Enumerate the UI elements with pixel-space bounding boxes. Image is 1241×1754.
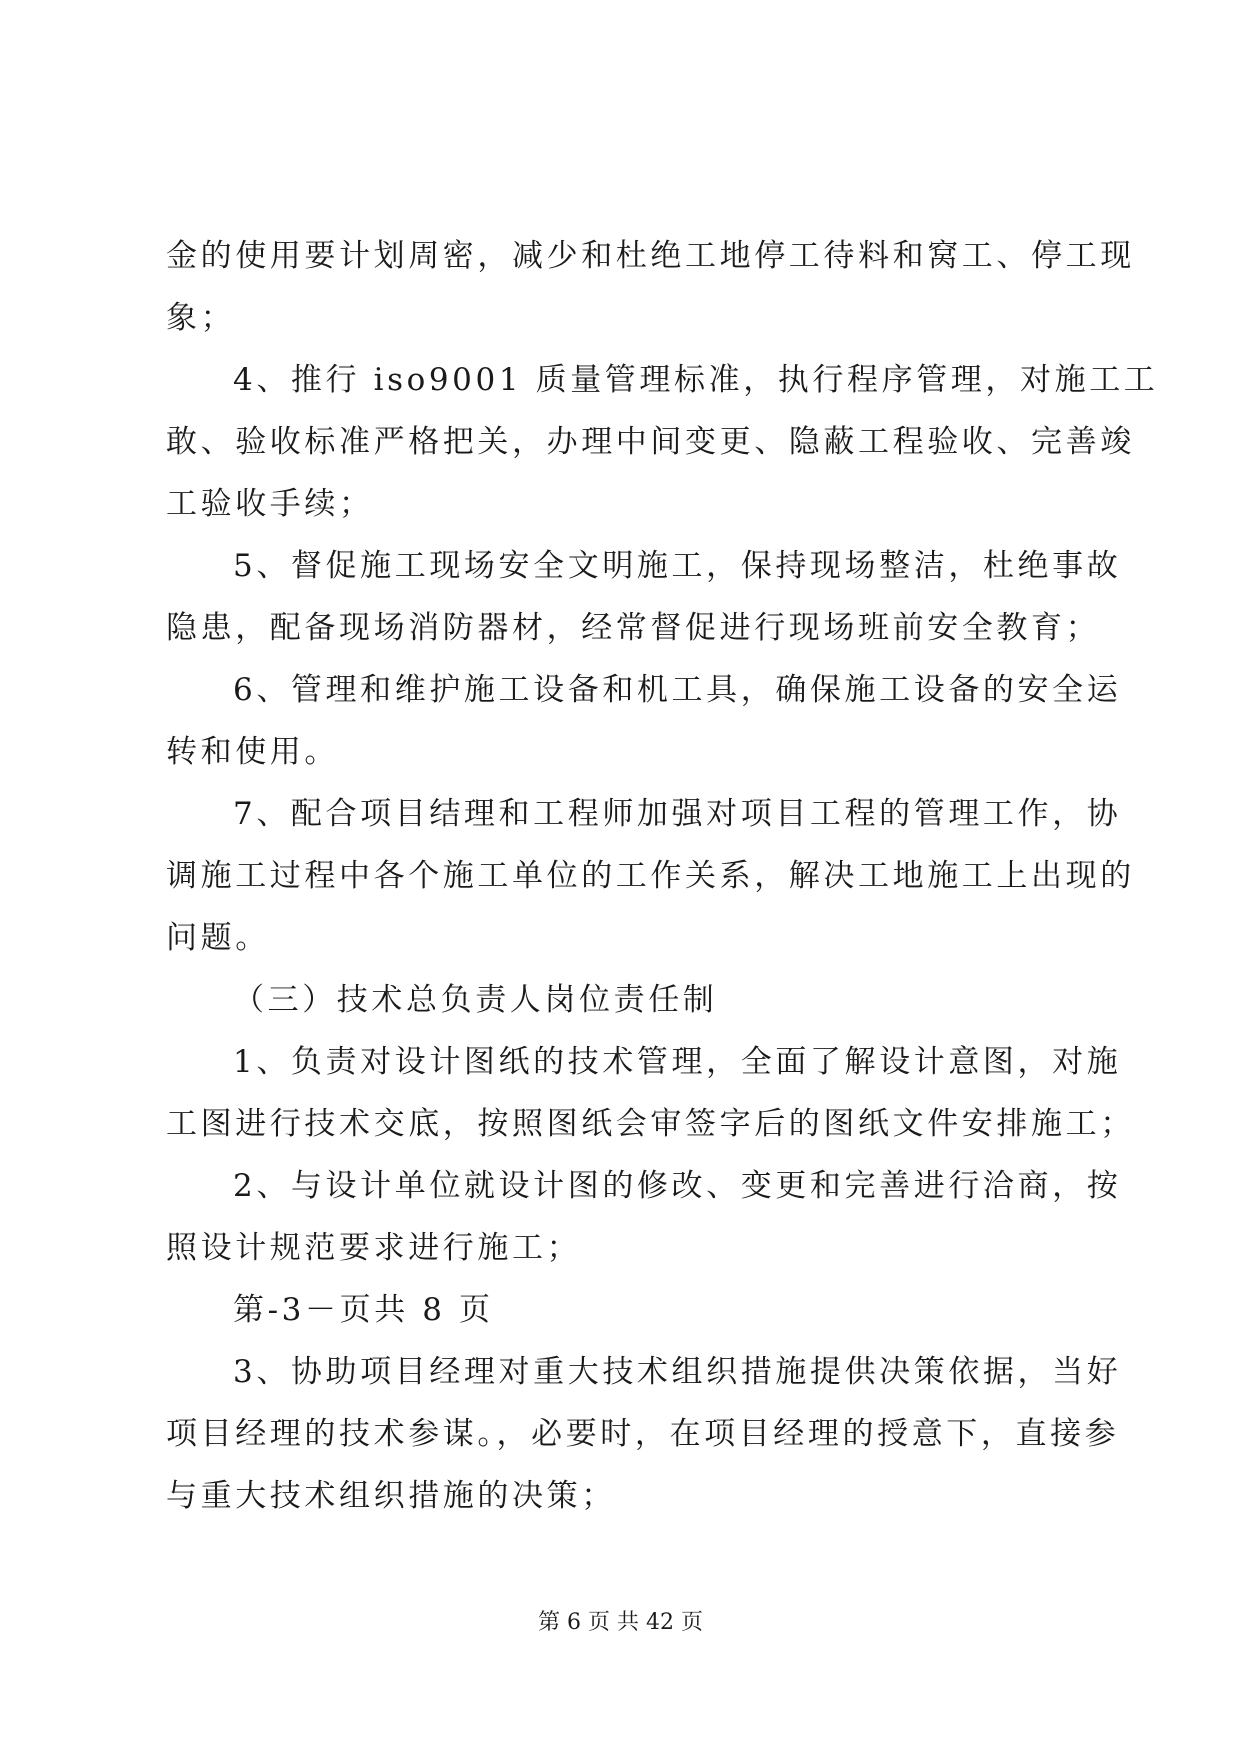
text-line-15: 工图进行技术交底，按照图纸会审签字后的图纸文件安排施工； — [166, 1106, 1135, 1142]
text-line-20: 项目经理的技术参谋。，必要时，在项目经理的授意下，直接参 — [166, 1416, 1120, 1452]
text-line-9: 转和使用。 — [166, 734, 339, 770]
text-line-5: 工验收手续； — [166, 486, 374, 522]
text-line-11: 调施工过程中各个施工单位的工作关系，解决工地施工上出现的 — [166, 858, 1135, 894]
text-line-17: 照设计规范要求进行施工； — [166, 1230, 582, 1266]
section-heading: （三）技术总负责人岗位责任制 — [233, 982, 718, 1018]
text-line-4: 敢、验收标准严格把关，办理中间变更、隐蔽工程验收、完善竣 — [166, 424, 1135, 460]
text-line-8: 6、管理和维护施工设备和机工具，确保施工设备的安全运 — [233, 672, 1122, 708]
text-line-10: 7、配合项目结理和工程师加强对项目工程的管理工作，协 — [233, 796, 1122, 832]
page-footer: 第 6 页 共 42 页 — [538, 1610, 703, 1635]
text-line-12: 问题。 — [166, 920, 270, 956]
text-line-3: 4、推行 iso9001 质量管理标准，执行程序管理，对施工工 — [233, 362, 1159, 398]
text-line-21: 与重大技术组织措施的决策； — [166, 1478, 616, 1514]
text-line-6: 5、督促施工现场安全文明施工，保持现场整洁，杜绝事故 — [233, 548, 1122, 584]
inline-page-marker: 第-3－页共 8 页 — [233, 1292, 494, 1328]
text-line-7: 隐患，配备现场消防器材，经常督促进行现场班前安全教育； — [166, 610, 1101, 646]
text-line-14: 1、负责对设计图纸的技术管理，全面了解设计意图，对施 — [233, 1044, 1122, 1080]
text-line-16: 2、与设计单位就设计图的修改、变更和完善进行洽商，按 — [233, 1168, 1122, 1204]
text-line-1: 金的使用要计划周密，减少和杜绝工地停工待料和窝工、停工现 — [166, 238, 1135, 274]
text-line-2: 象； — [166, 300, 236, 336]
text-line-19: 3、协助项目经理对重大技术组织措施提供决策依据，当好 — [233, 1354, 1122, 1390]
